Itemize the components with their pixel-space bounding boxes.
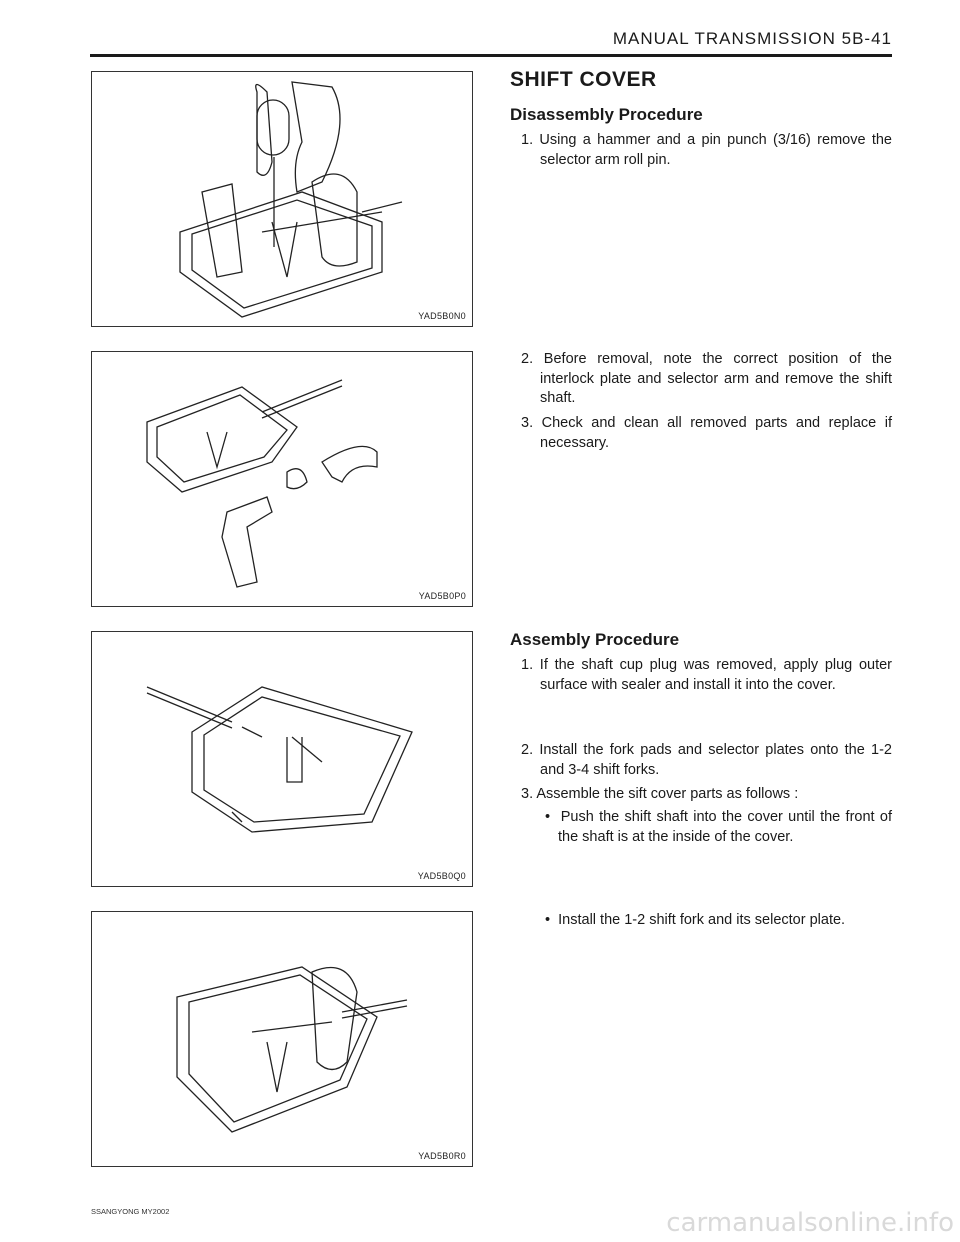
header-rule	[90, 54, 892, 57]
disassembly-step-1: 1. Using a hammer and a pin punch (3/16) remove the selector arm roll pin.	[521, 132, 892, 168]
figure-disassembled	[91, 351, 473, 607]
figure-drawing	[92, 352, 472, 606]
assembly-step-3: 3. Assemble the sift cover parts as follows :	[521, 786, 799, 802]
figure-code: YAD5B0N0	[418, 311, 466, 321]
figure-drawing	[92, 912, 472, 1166]
disassembly-step-3: 3. Check and clean all removed parts and replace if necessary.	[521, 415, 892, 451]
figure-shaft-installed	[91, 631, 473, 887]
figure-code: YAD5B0P0	[418, 591, 466, 601]
figure-hammer-punch	[91, 71, 473, 327]
watermark-text: carmanualsonline.info	[666, 1208, 954, 1238]
disassembly-heading-block	[510, 105, 892, 125]
bullet-text: Install the 1-2 shift fork and its selector plate.	[558, 912, 846, 928]
figure-drawing	[92, 632, 472, 886]
assembly-step-2: 2. Install the fork pads and selector plates onto the 1-2 and 3-4 shift forks.	[521, 742, 892, 778]
figure-code: YAD5B0Q0	[417, 871, 466, 881]
assembly-bullet-1	[510, 808, 892, 847]
assembly-bullet-2	[510, 911, 892, 931]
section-title: SHIFT COVER	[510, 68, 657, 91]
section-heading-block	[510, 68, 892, 92]
bullet-text: Push the shift shaft into the cover until the front of the shaft is at the inside of the cover.	[558, 809, 892, 845]
bullet-dot: •	[545, 912, 559, 928]
assembly-step-1: 1. If the shaft cup plug was removed, apply plug outer surface with sealer and install it into the cover.	[521, 657, 892, 693]
disassembly-title: Disassembly Procedure	[510, 105, 703, 124]
assembly-heading-block	[510, 630, 892, 650]
page-header-title: MANUAL TRANSMISSION 5B-41	[612, 29, 892, 48]
figure-fork-installed	[91, 911, 473, 1167]
disassembly-step-2: 2. Before removal, note the correct position of the interlock plate and selector arm and remove the shift shaft.	[521, 351, 892, 406]
bullet-dot: •	[545, 809, 561, 825]
footer-text: SSANGYONG MY2002	[91, 1207, 170, 1216]
figure-code: YAD5B0R0	[418, 1151, 466, 1161]
assembly-title: Assembly Procedure	[510, 630, 680, 649]
figure-drawing	[92, 72, 472, 326]
